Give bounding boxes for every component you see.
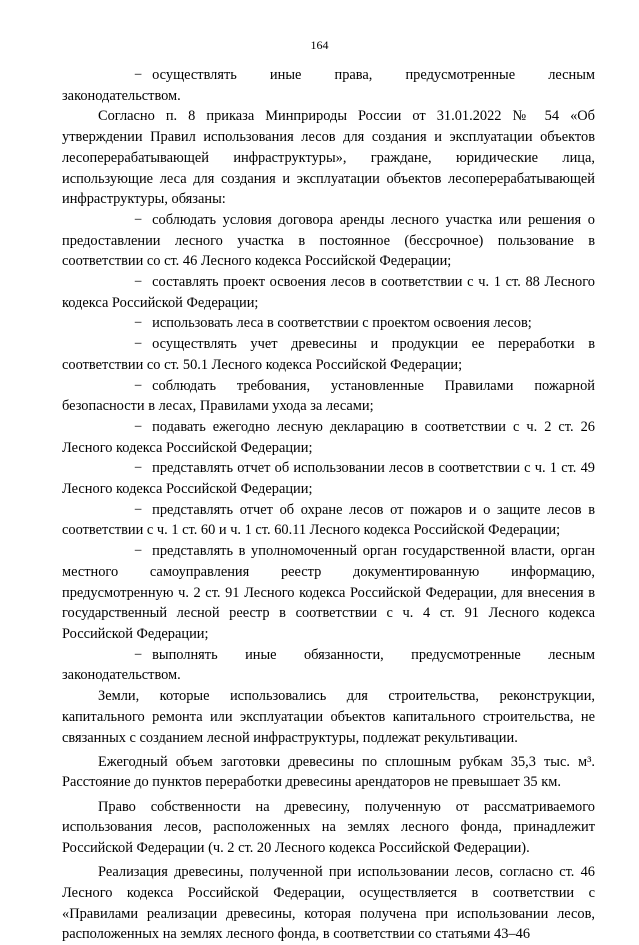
list-item: [62, 458, 595, 499]
paragraph-text: осуществлять учет древесины и продукции ее переработки в соответствии со ст. 50.1 Лесного кодекса Российской Федерации;: [62, 336, 595, 373]
paragraph-text: соблюдать требования, установленные Правилами пожарной безопасности в лесах, Правилами ухода за лесами;: [62, 377, 595, 415]
paragraph-text: выполнять иные обязанности, предусмотренные лесным законодательством.: [62, 646, 595, 684]
paragraph: [62, 106, 595, 210]
paragraph-text: представлять отчет об использовании лесов в соответствии с ч. 1 ст. 49 Лесного кодекса Российской Федерации;: [62, 460, 595, 498]
dash-bullet-icon: −: [134, 543, 143, 560]
list-item: [62, 313, 595, 334]
list-item: [62, 272, 595, 313]
dash-bullet-icon: −: [134, 377, 143, 394]
list-item: [62, 645, 595, 686]
dash-bullet-icon: −: [134, 501, 143, 518]
list-item: [62, 500, 595, 541]
list-item: [62, 334, 595, 375]
list-item: [62, 65, 595, 106]
paragraph-text: Земли, которые использовались для строительства, реконструкции, капитального ремонта или эксплуатации объектов капитального строительства, не связанных с созданием лесной инфраструктуры, подлежат рекультивации.: [62, 688, 595, 746]
dash-bullet-icon: −: [134, 67, 143, 83]
paragraph-text: подавать ежегодно лесную декларацию в соответствии с ч. 2 ст. 26 Лесного кодекса Российской Федерации;: [62, 418, 595, 456]
list-item: [62, 417, 595, 458]
dash-bullet-icon: −: [134, 274, 143, 291]
paragraph: [62, 862, 595, 945]
paragraph-text: составлять проект освоения лесов в соответствии с ч. 1 ст. 88 Лесного кодекса Российской Федерации;: [62, 274, 595, 311]
paragraph-text: осуществлять иные права, предусмотренные лесным законодательством.: [62, 67, 595, 104]
paragraph-text: Реализация древесины, полученной при использовании лесов, согласно ст. 46 Лесного кодекса Российской Федерации, осуществляется в соответствии с «Правилами реализации древесины, которая получена при использовании лесов, расположенных на землях лесного фонда, в соответствии со статьями 43–46: [62, 864, 595, 943]
dash-bullet-icon: −: [134, 336, 143, 353]
paragraph-text: Право собственности на древесину, полученную от рассматриваемого использования лесов, расположенных на землях лесного фонда, принадлежит Российской Федерации (ч. 2 ст. 20 Лесного кодекса Российской Федерации).: [62, 798, 595, 857]
paragraph: [62, 752, 595, 793]
paragraph-text: представлять отчет об охране лесов от пожаров и о защите лесов в соответствии с ч. 1 ст. 60 и ч. 1 ст. 60.11 Лесного кодекса Российской Федерации;: [62, 501, 595, 539]
list-item: [62, 210, 595, 272]
paragraph: [62, 797, 595, 859]
paragraph-text: Ежегодный объем заготовки древесины по сплошным рубкам 35,3 тыс. м³. Расстояние до пунктов переработки древесины арендаторов не превышает 35 км.: [62, 753, 595, 791]
paragraph-text: использовать леса в соответствии с проектом освоения лесов;: [152, 315, 532, 332]
dash-bullet-icon: −: [134, 211, 143, 228]
paragraph-text: соблюдать условия договора аренды лесного участка или решения о предоставлении лесного участка в постоянное (бессрочное) пользование в соответствии со ст. 46 Лесного кодекса Российской Федерации;: [62, 211, 595, 270]
dash-bullet-icon: −: [134, 315, 143, 332]
dash-bullet-icon: −: [134, 460, 143, 477]
document-body: [62, 65, 595, 945]
paragraph-text: Согласно п. 8 приказа Минприроды России от 31.01.2022 № 54 «Об утверждении Правил использования лесов для создания и эксплуатации объектов лесоперерабатывающей инфраструктуры», граждане, юридические лица, использующие леса для создания и эксплуатации объектов лесоперерабатывающей инфраструктуры, обязаны:: [62, 108, 595, 208]
list-item: [62, 376, 595, 417]
list-item: [62, 541, 595, 645]
dash-bullet-icon: −: [134, 646, 143, 663]
page-number: 164: [310, 38, 329, 52]
paragraph: [62, 686, 595, 748]
paragraph-text: представлять в уполномоченный орган государственной власти, орган местного самоуправления реестр документированную информацию, предусмотренную ч. 2 ст. 91 Лесного кодекса Российской Федерации, для внесения в государственный лесной реестр в соответствии с ч. 4 ст. 91 Лесного кодекса Российской Федерации;: [62, 543, 595, 642]
dash-bullet-icon: −: [134, 418, 143, 435]
